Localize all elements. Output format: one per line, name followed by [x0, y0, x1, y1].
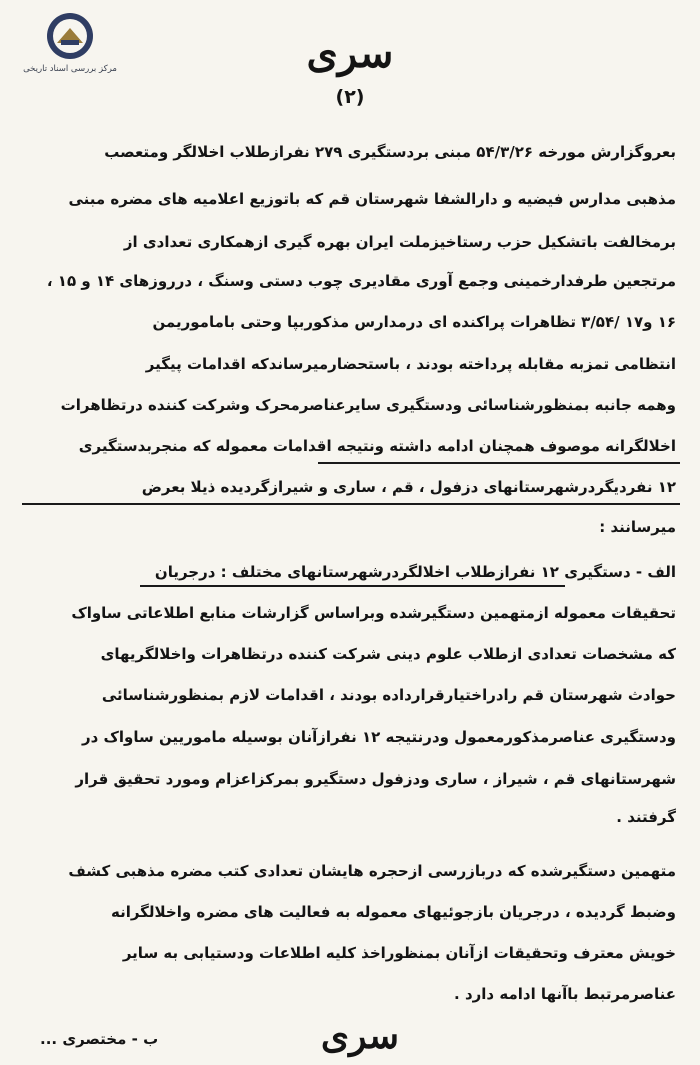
- body-line: ودستگیری عناصرمذکورمعمول ودرنتیجه ۱۲ نفرازآنان بوسیله ماموریین ساواک در: [81, 728, 676, 746]
- archive-logo: [14, 10, 126, 80]
- body-line: مذهبی مدارس فیضیه و دارالشفا شهرستان قم که باتوزیع اعلامیه های مضره مبنی: [68, 190, 676, 208]
- footer-note: ب - مختصری ...: [40, 1030, 159, 1048]
- body-line: وضبط گردیده ، درجریان بازجوئیهای معموله به فعالیت های مضره واخلالگرانه: [110, 903, 676, 921]
- underline-rule: [22, 503, 680, 505]
- body-line: شهرستانهای قم ، شیراز ، ساری ودزفول دستگیرو بمرکزاعزام ومورد تحقیق قرار: [75, 770, 676, 788]
- body-line: ۱۶ و۱۷ /۳/۵۴ تظاهرات پراکنده ای درمدارس مذکوربپا وحتی باماموریمن: [152, 313, 676, 331]
- footer-classification: سری: [320, 1015, 400, 1057]
- page-number: (۲): [335, 86, 365, 108]
- body-line: بعروگزارش مورخه ۵۴/۳/۲۶ مبنی بردستگیری ۲۷۹ نفرازطلاب اخلالگر ومتعصب: [104, 143, 676, 161]
- body-line: برمخالفت باتشکیل حزب رستاخیزملت ایران بهره گیری ازهمکاری تعدادی از: [123, 233, 676, 251]
- body-line: تحقیقات معموله ازمتهمین دستگیرشده وبراساس گزارشات منابع اطلاعاتی ساواک: [71, 604, 676, 622]
- body-line: مرتجعین طرفدارخمینی وجمع آوری مقادیری چوب دستی وسنگ ، درروزهای ۱۴ و ۱۵ ،: [46, 272, 676, 290]
- body-line: عناصرمرتبط باآنها ادامه دارد .: [454, 985, 676, 1003]
- archive-logo-text: مرکز بررسی اسناد تاریخی: [23, 64, 117, 74]
- body-line: که مشخصات تعدادی ازطلاب علوم دینی شرکت کننده درتظاهرات واخلالگریهای: [100, 645, 676, 663]
- body-line: میرسانند :: [599, 518, 676, 536]
- body-line: گرفتند .: [616, 808, 676, 826]
- body-line: متهمین دستگیرشده که دربازرسی ازحجره هایشان تعدادی کتب مضره مذهبی کشف: [68, 862, 676, 880]
- header-classification: سری: [306, 30, 394, 77]
- body-line: وهمه جانبه بمنظورشناسائی ودستگیری سایرعناصرمحرک وشرکت کننده درتظاهرات: [60, 396, 676, 414]
- body-line: انتظامی تمزبه مقابله پرداخته بودند ، باستحضارمیرساندکه اقدامات پیگیر: [145, 355, 676, 373]
- underline-rule: [318, 462, 680, 464]
- body-line: اخلالگرانه موصوف همچنان ادامه داشته ونتیجه اقدامات معموله که منجربدستگیری: [78, 437, 676, 455]
- body-line: ۱۲ نفردیگردرشهرستانهای دزفول ، قم ، ساری و شیرازگردیده ذیلا بعرض: [141, 478, 676, 496]
- section-heading-line: الف - دستگیری ۱۲ نفرازطلاب اخلالگردرشهرستانهای مختلف : درجریان: [154, 563, 676, 581]
- underline-rule: [140, 585, 565, 587]
- body-line: خویش معترف وتحقیقات ازآنان بمنظوراخذ کلیه اطلاعات ودستیابی به سایر: [122, 944, 676, 962]
- archive-logo-icon: [44, 10, 96, 62]
- body-line: حوادث شهرستان قم رادراختیارقرارداده بودند ، اقدامات لازم بمنظورشناسائی: [101, 686, 676, 704]
